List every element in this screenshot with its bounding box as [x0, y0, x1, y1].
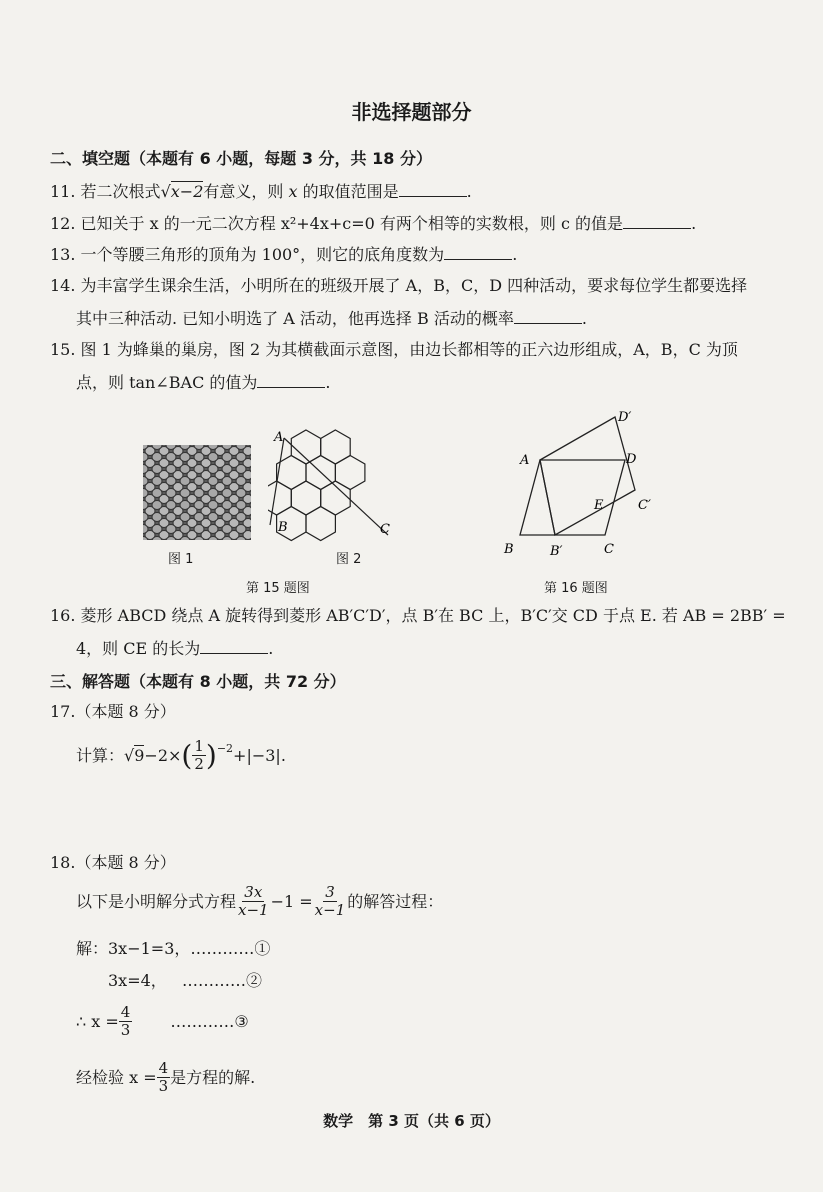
question-16-line2: 4，则 CE 的长为 .: [76, 639, 274, 658]
question-13: 13. 一个等腰三角形的顶角为 100°，则它的底角度数为 .: [50, 245, 518, 264]
q12-text: 已知关于 x 的一元二次方程 x²+4x+c=0 有两个相等的实数根，则 c 的值是: [80, 214, 624, 233]
question-12: 12. 已知关于 x 的一元二次方程 x²+4x+c=0 有两个相等的实数根，则 c 的值是 .: [50, 214, 697, 233]
hexagon-cell: [335, 456, 365, 490]
q15-line1: 图 1 为蜂巢的巢房，图 2 为其横截面示意图，由边长都相等的正六边形组成，A，B，C 为顶: [80, 340, 738, 359]
q15-answer-blank: [257, 371, 325, 388]
hexagon-cell: [306, 507, 335, 541]
q18-step-1: 解：3x−1=3，…………①: [76, 939, 271, 958]
q13-text: 一个等腰三角形的顶角为 100°，则它的底角度数为: [80, 245, 445, 264]
point-a-label: A: [274, 430, 284, 445]
q14-line1: 为丰富学生课余生活，小明所在的班级开展了 A，B，C，D 四种活动，要求每位学生都要选择: [80, 276, 748, 295]
q14-answer-blank: [514, 307, 582, 324]
question-15-line2: 点，则 tan∠BAC 的值为 .: [76, 373, 331, 392]
figure-16-caption: 第 16 题图: [544, 581, 608, 596]
fig16-point-b: B: [504, 542, 514, 557]
figure-15-caption: 第 15 题图: [246, 581, 310, 596]
question-18-header: 18.（本题 8 分）: [50, 853, 176, 872]
fig16-point-e: E: [594, 498, 604, 513]
q11-answer-blank: [399, 180, 467, 197]
fig16-point-a: A: [520, 453, 530, 468]
question-17-expression: 计算： √9 −2× ( $\frac{1}{2}$ ) $^{-2}$ +|−3|.: [76, 737, 286, 773]
question-18-intro: 以下是小明解分式方程 $\frac{3x}{x-1}$ −1 = $\frac{3}{x-1}$ 的解答过程：: [76, 883, 444, 919]
question-14-line2: 其中三种活动. 已知小明选了 A 活动，他再选择 B 活动的概率 .: [76, 309, 587, 328]
page-footer: 数学 第 3 页（共 6 页）: [323, 1112, 500, 1130]
fig16-point-c-prime: C′: [638, 498, 651, 513]
q18-step-2: 3x=4， …………②: [108, 971, 263, 990]
question-16: 16. 菱形 ABCD 绕点 A 旋转得到菱形 AB′C′D′，点 B′在 BC 上，B′C′交 CD 于点 E. 若 AB = 2BB′ =: [50, 606, 786, 625]
section-2-heading: 二、填空题（本题有 6 小题，每题 3 分，共 18 分）: [50, 149, 432, 168]
fig16-point-c: C: [604, 542, 614, 557]
fig16-point-b-prime: B′: [550, 544, 563, 559]
q18-verification: 经检验 x = $\frac{4}{3}$ 是方程的解.: [76, 1059, 256, 1095]
hexagon-cell: [268, 481, 291, 515]
question-15: 15. 图 1 为蜂巢的巢房，图 2 为其横截面示意图，由边长都相等的正六边形组成，A，B，C 为顶: [50, 340, 738, 359]
rhombus-abcd: [520, 460, 625, 535]
q16-answer-blank: [200, 637, 268, 654]
q17-fraction: $\frac{1}{2}$: [194, 737, 204, 773]
figure-1-label: 图 1: [168, 552, 194, 567]
hexagon-cell: [291, 481, 320, 515]
figure-1-honeycomb-photo: [143, 445, 251, 540]
figure-16-rhombus-diagram: [500, 405, 670, 560]
page-title: 非选择题部分: [351, 100, 472, 124]
fig16-point-d-prime: D′: [618, 410, 632, 425]
q12-answer-blank: [623, 212, 691, 229]
hexagon-cell: [321, 430, 351, 464]
q11-text: 若二次根式: [80, 182, 161, 201]
point-b-label: B: [278, 520, 288, 535]
figure-2-label: 图 2: [336, 552, 362, 567]
q13-answer-blank: [444, 243, 512, 260]
figure-2-hexagon-diagram: [268, 425, 408, 543]
question-14: 14. 为丰富学生课余生活，小明所在的班级开展了 A，B，C，D 四种活动，要求每位学生都要选择: [50, 276, 748, 295]
question-17-header: 17.（本题 8 分）: [50, 702, 176, 721]
q11-radical: √x−2: [160, 182, 204, 201]
hexagon-cell: [277, 456, 306, 490]
section-3-heading: 三、解答题（本题有 8 小题，共 72 分）: [50, 672, 346, 691]
q16-line1: 菱形 ABCD 绕点 A 旋转得到菱形 AB′C′D′，点 B′在 BC 上，B′C′交 CD 于点 E. 若 AB = 2BB′ =: [80, 606, 786, 625]
q18-step-3: ∴ x = $\frac{4}{3}$ …………③: [76, 1003, 249, 1039]
question-11: 11. 若二次根式√x−2有意义，则 x 的取值范围是 .: [50, 182, 472, 201]
q11-number: 11.: [50, 182, 76, 201]
point-c-label: C: [380, 522, 390, 537]
fig16-point-d: D: [626, 452, 637, 467]
